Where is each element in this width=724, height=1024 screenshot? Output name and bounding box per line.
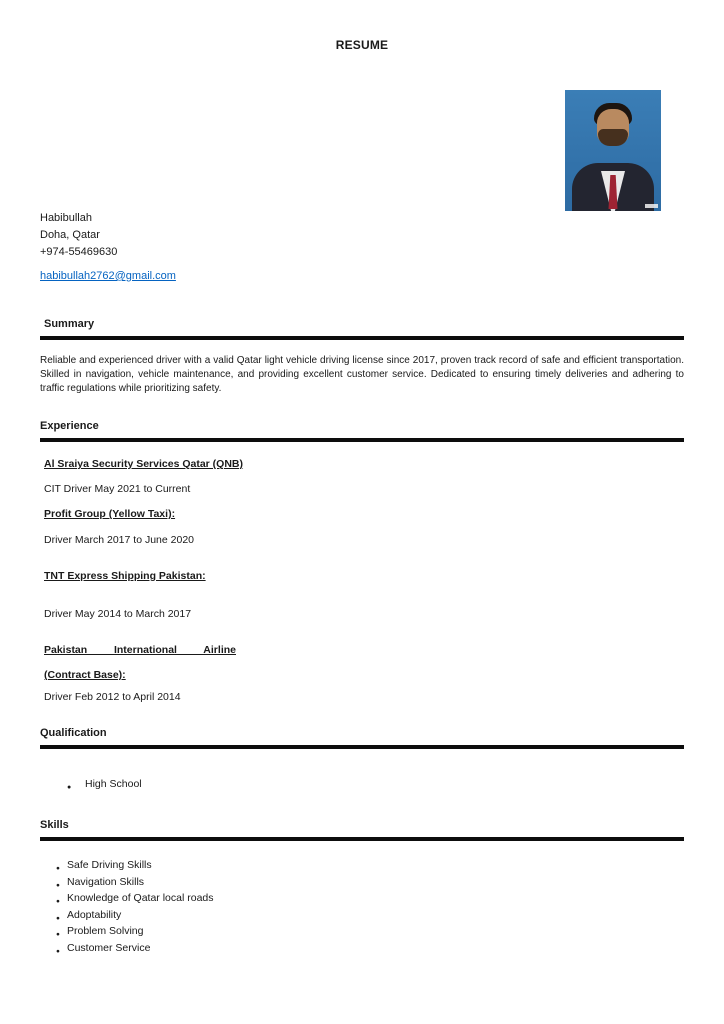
job-company-line2: (Contract Base): (44, 669, 126, 681)
section-divider (40, 336, 684, 340)
list-item: ● Adoptability (56, 907, 684, 924)
job-company: TNT Express Shipping Pakistan: (44, 570, 206, 582)
job-role: Driver March 2017 to June 2020 (44, 534, 194, 546)
section-divider (40, 837, 684, 841)
list-item: ● Customer Service (56, 940, 684, 957)
job-company: Al Sraiya Security Services Qatar (QNB) (44, 458, 244, 470)
section-qualification (40, 727, 684, 792)
section-divider (40, 438, 684, 442)
skills-heading: Skills (40, 819, 69, 831)
section-skills (40, 819, 684, 956)
job-company: Pakistan International Airline (44, 644, 236, 656)
job-entry (40, 644, 684, 703)
contact-name: Habibullah (40, 212, 92, 224)
contact-phone: +974-55469630 (40, 246, 118, 258)
job-entry (40, 508, 684, 546)
skills-list (56, 857, 684, 956)
summary-heading: Summary (44, 318, 95, 330)
qualification-list (67, 777, 684, 792)
list-item: ● Problem Solving (56, 923, 684, 940)
section-experience (40, 420, 684, 703)
section-summary (40, 318, 684, 396)
contact-block (40, 210, 684, 285)
profile-photo (565, 90, 661, 211)
contact-email-link[interactable]: habibullah2762@gmail.com (40, 270, 176, 282)
job-role: Driver Feb 2012 to April 2014 (44, 691, 181, 703)
list-item: ● Safe Driving Skills (56, 857, 684, 874)
summary-text: Reliable and experienced driver with a valid Qatar light vehicle driving license since 2017, proven track record of safe and efficient transportation. Skilled in navigation, vehicle maintenance, and providing excellent customer service. Dedicated to ensuring timely deliveries and adhering to traffic regulations while prioritizing safety. (40, 355, 684, 394)
list-item: ● Knowledge of Qatar local roads (56, 890, 684, 907)
section-divider (40, 745, 684, 749)
job-role: Driver May 2014 to March 2017 (44, 608, 192, 620)
job-entry (40, 458, 684, 495)
list-item: ● Navigation Skills (56, 874, 684, 891)
list-item: ● High School (67, 777, 684, 792)
job-entry (40, 570, 684, 620)
photo-beard (598, 129, 628, 146)
job-company: Profit Group (Yellow Taxi): (44, 508, 176, 520)
qualification-heading: Qualification (40, 727, 107, 739)
photo-watermark (645, 204, 658, 208)
experience-heading: Experience (40, 420, 99, 432)
contact-location: Doha, Qatar (40, 229, 100, 241)
job-role: CIT Driver May 2021 to Current (44, 483, 191, 495)
document-title: RESUME (335, 38, 389, 52)
